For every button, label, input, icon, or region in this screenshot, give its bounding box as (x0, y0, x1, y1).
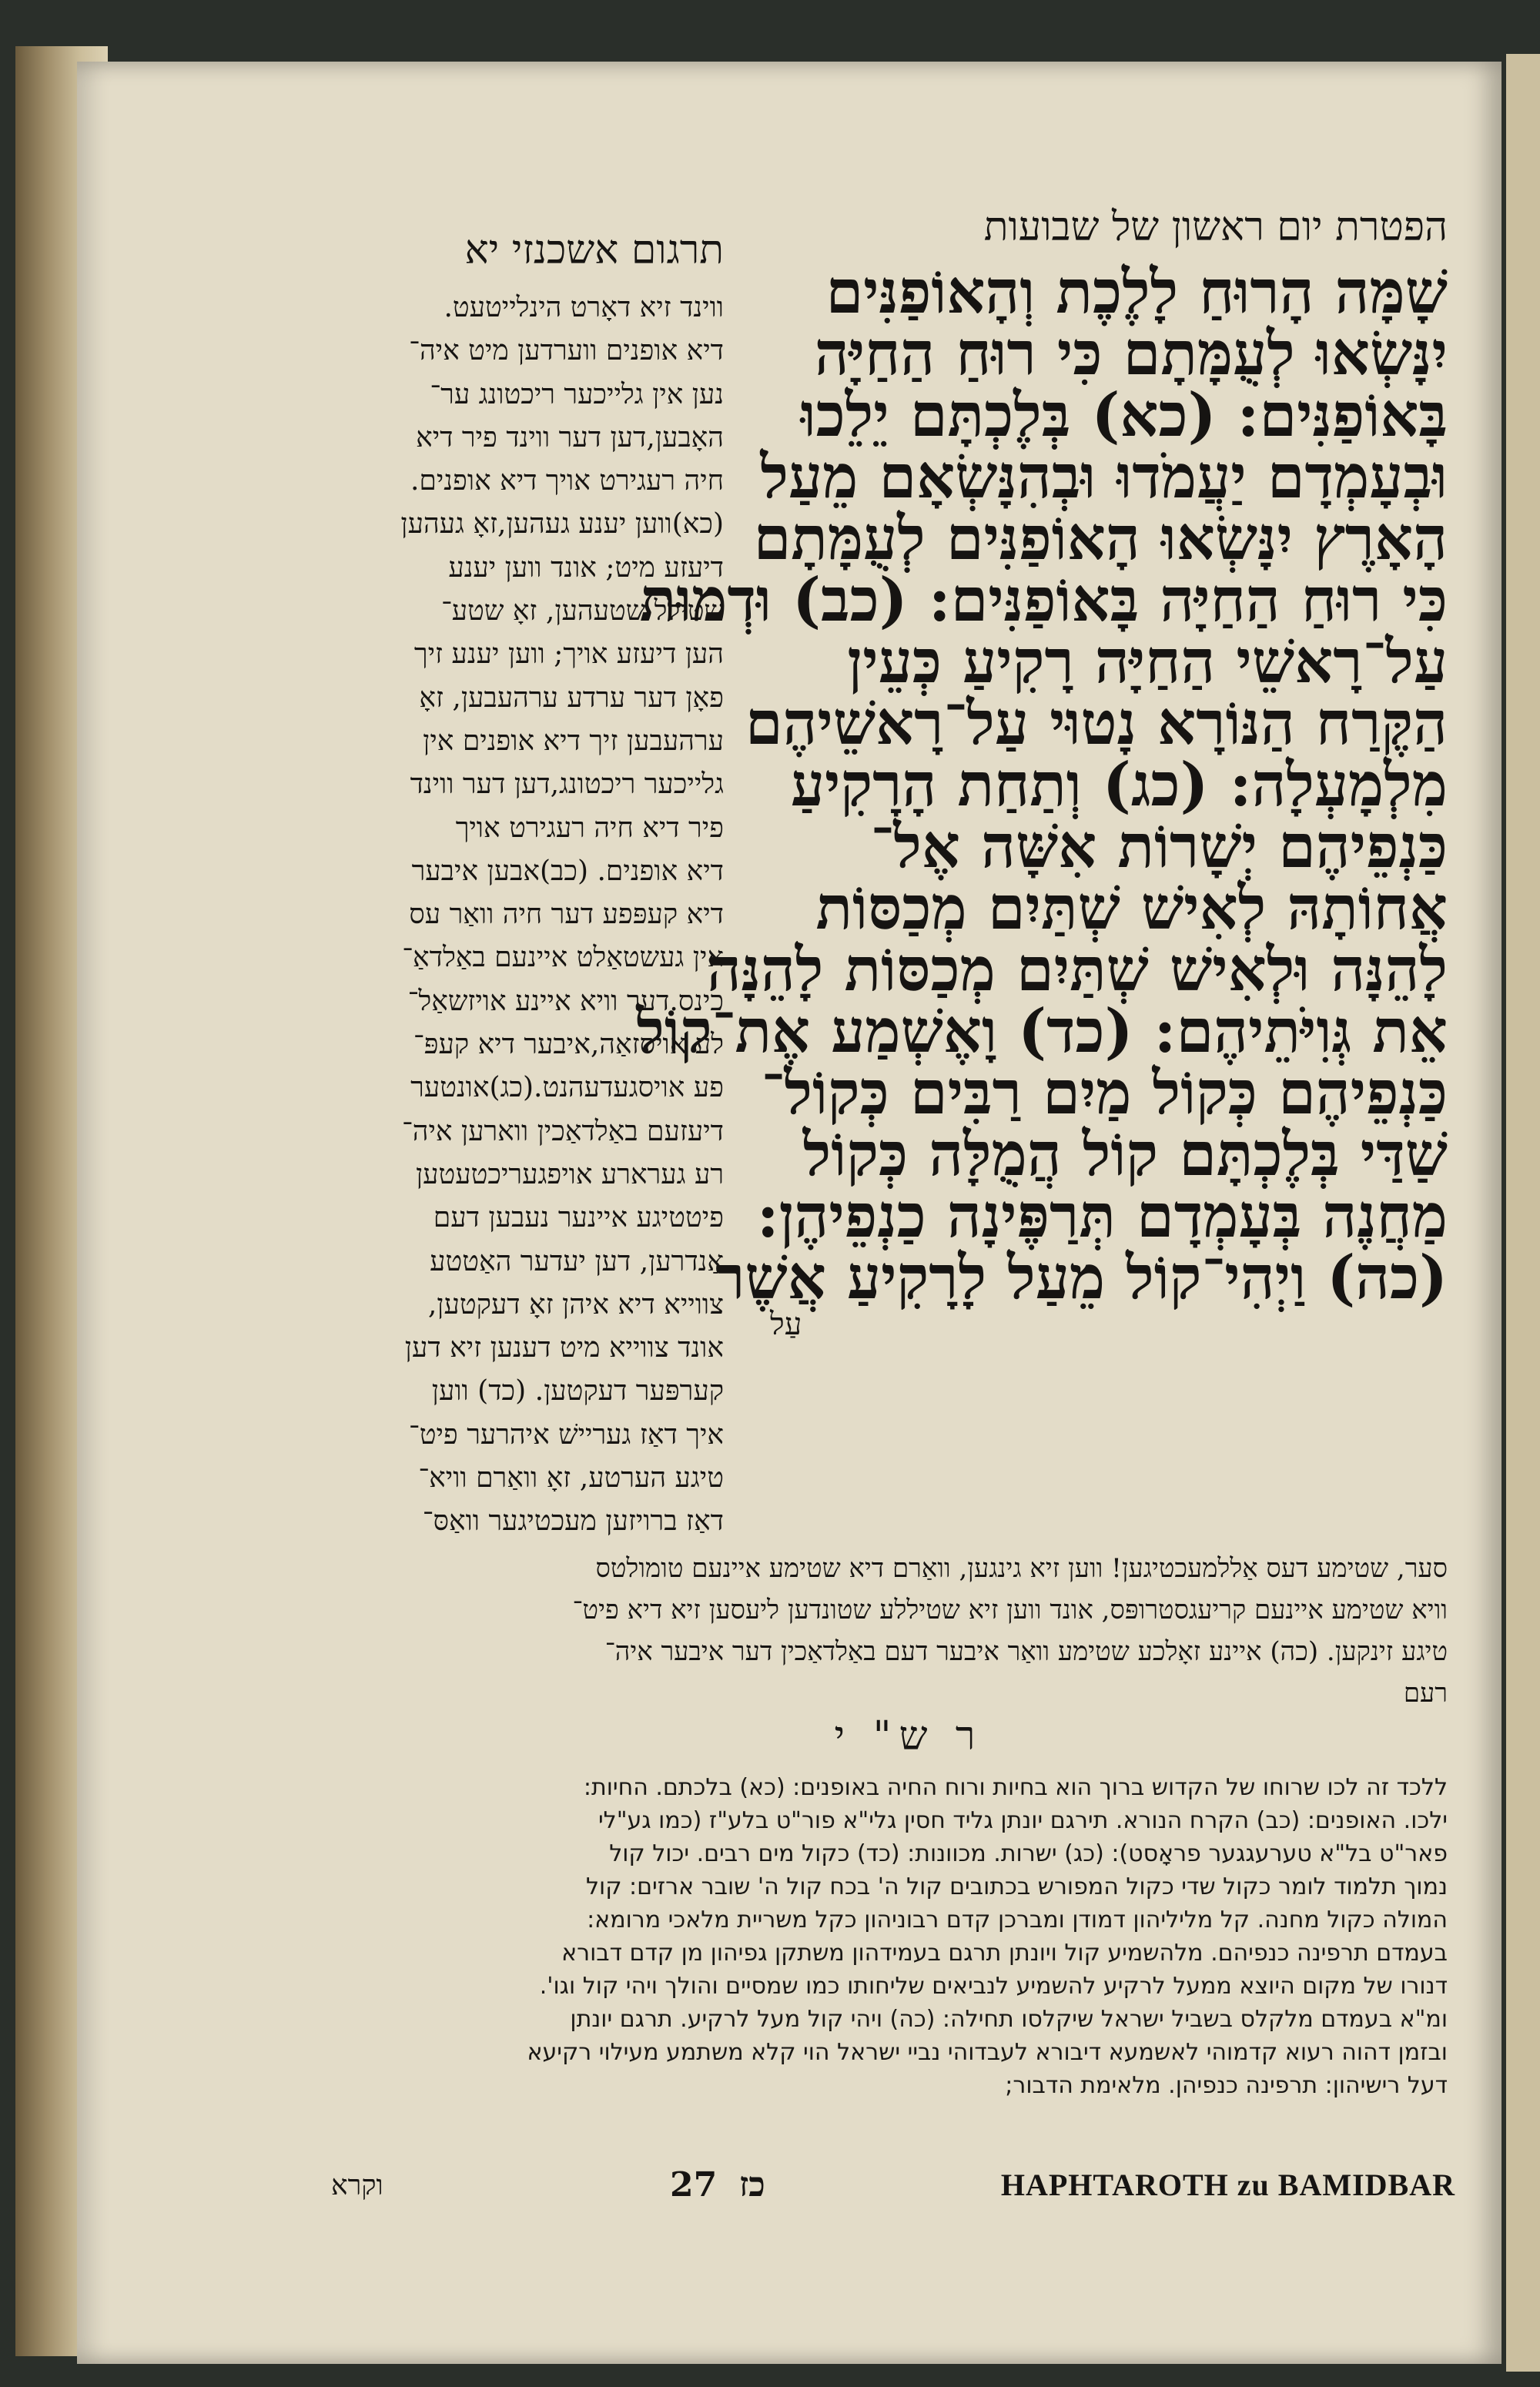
hebrew-text-column (636, 200, 1448, 1342)
running-head: HAPHTAROTH zu BAMIDBAR (1000, 2168, 1455, 2202)
translation-full-line: וויא שטימע איינעם קריעגסטרופּס, אונד ווען זיא שטיללע שטונדען ליעסען זיא דיא פיט־ (572, 1595, 1448, 1625)
translation-line: אַנדרען, דען יעדער האַטטע (430, 1245, 724, 1277)
translation-line: כינס.דער וויא איינע אויזשאַל־ (407, 985, 724, 1017)
hebrew-line: עַל־רָאשֵׁי הַחַיָּה רָקִיעַ כְּעֵין (847, 627, 1448, 697)
translation-full-line: טיגע זינקען. (כה) איינע זאָלכע שטימע וואַר איבער דעם באַלדאַכין דער איבער איה־ (604, 1636, 1448, 1667)
translation-full-line: רעם (1403, 1678, 1448, 1709)
hebrew-line: בָּאוֹפַנִּים: (כא) בְּלֶכְתָּם יֵלֵכוּ (800, 380, 1448, 450)
hebrew-line: מִלְמָעְלָה: (כג) וְתַחַת הָרָקִיעַ (790, 750, 1448, 820)
rashi-commentary (323, 1771, 1448, 2102)
translation-line: לע אויסזאַה,איבער דיא קעפּ־ (413, 1029, 724, 1061)
hebrew-line: כַּנְפֵיהֶם כְּקוֹל מַיִם רַבִּים כְּקוֹל־ (761, 1058, 1448, 1128)
rashi-line: ללכד זה לכו שרוחו של הקדוש ברוך הוא בחיות ורוח החיה באופנים: (כא) בלכתם. החיות: (583, 1774, 1448, 1801)
translation-line: (כא)ווען יענע געהען,זאָ געהען (400, 508, 724, 541)
translation-line: הען דיעזע אויך; ווען יענע זיך (413, 638, 724, 671)
translation-line: רע גערארע אויפגעריכטעטען (415, 1158, 724, 1190)
rashi-line: נמוך תלמוד לומר כקול שדי כקול המפורש בכתובים קול ה' בכח קול ה' שובר ארזים: קול (586, 1873, 1448, 1900)
rashi-line: ובזמן דהוה רעוא קדמוהי לאשמעא דיבורא לעבדוהי נביי ישראל הוי קלא משתמע מעילוי רקיעא (527, 2039, 1448, 2066)
rashi-line: המולה כקול מחנה. קל מליליהון דמודן ומברכן קדם רבוניהון כקל משריית מלאכי מרומא: (587, 1907, 1448, 1933)
translation-line: אונד צווייא מיט דענען זיא דען (404, 1332, 724, 1364)
rashi-line: ומ"א בעמדם מלקלס בשביל ישראל שיקלסו תחילה: (כה) ויהי קול מעל לרקיע. תרגם יונתן (570, 2006, 1448, 2033)
rashi-line: פאר"ט בל"א טערעגגער פראָסט): (כג) ישרות. מכוונות: (כד) כקול מים רבים. יכול קול (609, 1840, 1448, 1867)
rashi-title: ר ש" י (834, 1713, 983, 1759)
rashi-line: ילכו. האופנים: (כב) הקרח הנורא. תירגם יונתן גליד חסין גלי"א פור"ט בלע"ז (כמו גע"לי (598, 1807, 1448, 1834)
translation-line: גלייכער ריכטונג,דען דער ווינד (410, 768, 724, 801)
hebrew-line: כַּנְפֵיהֶם יְשָׁרוֹת אִשָּׁה אֶל־ (870, 812, 1448, 882)
translation-line: האָבען,דען דער ווינד פיר דיא (416, 421, 724, 454)
translation-line: קערפּער דעקטען. (כד) ווען (431, 1375, 724, 1408)
rashi-line: דעל רישיהון: תרפינה כנפיהן. מלאימת הדבור; (1005, 2072, 1448, 2099)
haftarah-title: הפטרת יום ראשון של שבועות (983, 204, 1448, 250)
hebrew-page-number: כז (739, 2165, 765, 2205)
translation-line: ערהעבען זיך דיא אופנים אין (423, 725, 724, 757)
translation-title: תרגום אשכנזי יא (464, 227, 724, 273)
translation-line: דיעזעם באַלדאַכין ווארען איה־ (401, 1115, 724, 1147)
translation-line: אין געשטאַלט איינעם באַלדאַ־ (402, 942, 724, 974)
hebrew-line: שַׁדַּי בְּלֶכְתָּם קוֹל הֲמֻלָּה כְּקוֹל (802, 1120, 1448, 1190)
translation-line: איך דאַז געריישׁ איהרער פיט־ (408, 1418, 724, 1451)
translation-line: דיעזע מיט; אונד ווען יענע (448, 551, 724, 584)
next-page-edge (1506, 54, 1540, 2372)
translation-line: ווינד זיא דאָרט הינלייטעט. (444, 292, 724, 323)
page-number: 27 (670, 2165, 718, 2205)
translation-line: פיטטיגע איינער נעבען דעם (433, 1202, 724, 1234)
hebrew-line: וּבְעָמְדָם יַעֲמֹדוּ וּבְהִנָּשְׂאָם מֵעַל (760, 442, 1448, 512)
translation-line: דיא אופנים ווערדען מיט איה־ (409, 335, 724, 367)
hebrew-line: יִנָּשְׂאוּ לְעֻמָּתָם כִּי רוּחַ הַחַיָּה (814, 319, 1448, 389)
translation-line: טיגע הערטע, זאָ וואַרם וויא־ (418, 1462, 724, 1495)
translation-line: דאַז ברויזען מעכטיגער וואַסּ־ (422, 1505, 724, 1538)
translation-line: פע אויסגעדעהנט.(כג)אונטער (410, 1072, 724, 1104)
hebrew-line: הַקֶּרַח הַנּוֹרָא נָטוּי עַל־רָאשֵׁיהֶם (745, 688, 1448, 758)
rashi-line: דנורו של מקום היוצא ממעל לרקיע להשמיע לנביאים שליחותו כמו שמסיים והולך ויהי קול וגו'. (539, 1973, 1448, 2000)
translation-line: דיא אופנים. (כב)אבען איבער (411, 855, 724, 887)
page-footer (331, 2165, 1455, 2211)
translation-line: חיה רעגירט אויך דיא אופנים. (410, 465, 724, 497)
hebrew-line: הָאָרֶץ יִנָּשְׂאוּ הָאוֹפַנִּים לְעֻמָּתָם (753, 504, 1448, 574)
hebrew-line: אֵת גְּוִיֹּתֵיהֶם: (כד) וָאֶשְׁמַע אֶת־קוֹל (636, 996, 1448, 1066)
hebrew-line-catchword: עַל (770, 1307, 802, 1342)
translation-column (323, 223, 724, 1544)
translation-line: שטילל שטעהען, זאָ שטע־ (440, 595, 724, 628)
hebrew-line: מַחֲנֶה בְּעָמְדָם תְּרַפֶּינָה כַנְפֵיהֶן: (756, 1181, 1448, 1251)
hebrew-line: לָהֵנָּה וּלְאִישׁ שְׁתַּיִם מְכַסּוֹת לָהֵנָּה (706, 935, 1448, 1005)
translation-full-line: סער, שטימע דעס אַללמעכטיגען! ווען זיא גינגען, וואַרם דיא שטימע איינעם טומולטס (595, 1553, 1448, 1584)
rashi-line: בעמדם תרפינה כנפיהם. מלהשמיע קול ויונתן תרגם בעמידהון משתקן גפיהון מן קדם דבורא (561, 1940, 1448, 1967)
hebrew-line: שָׁמָּה הָרוּחַ לָלֶכֶת וְהָאוֹפַנִּים (825, 257, 1448, 327)
hebrew-line: כִּי רוּחַ הַחַיָּה בָּאוֹפַנִּים: (כב) וּדְמוּת (639, 565, 1448, 635)
translation-line: דיא קעפּפע דער חיה וואַר עס (409, 899, 724, 931)
translation-line: נען אין גלייכער ריכטונג ער־ (430, 378, 724, 410)
translation-line: פיר דיא חיה רעגירט אויך (455, 812, 724, 844)
translation-line: פאָן דער ערדע ערהעבען, זאָ (419, 681, 724, 714)
hebrew-line: (כה) וַיְהִי־קוֹל מֵעַל לָרָקִיעַ אֲשֶׁר (715, 1243, 1448, 1313)
catchword: וקרא (331, 2170, 383, 2201)
translation-continuation (323, 1548, 1448, 1714)
translation-line: צווייא דיא איהן זאָ דעקטען, (427, 1288, 724, 1321)
hebrew-line: אֲחוֹתָהּ לְאִישׁ שְׁתַּיִם מְכַסּוֹת (815, 873, 1448, 943)
